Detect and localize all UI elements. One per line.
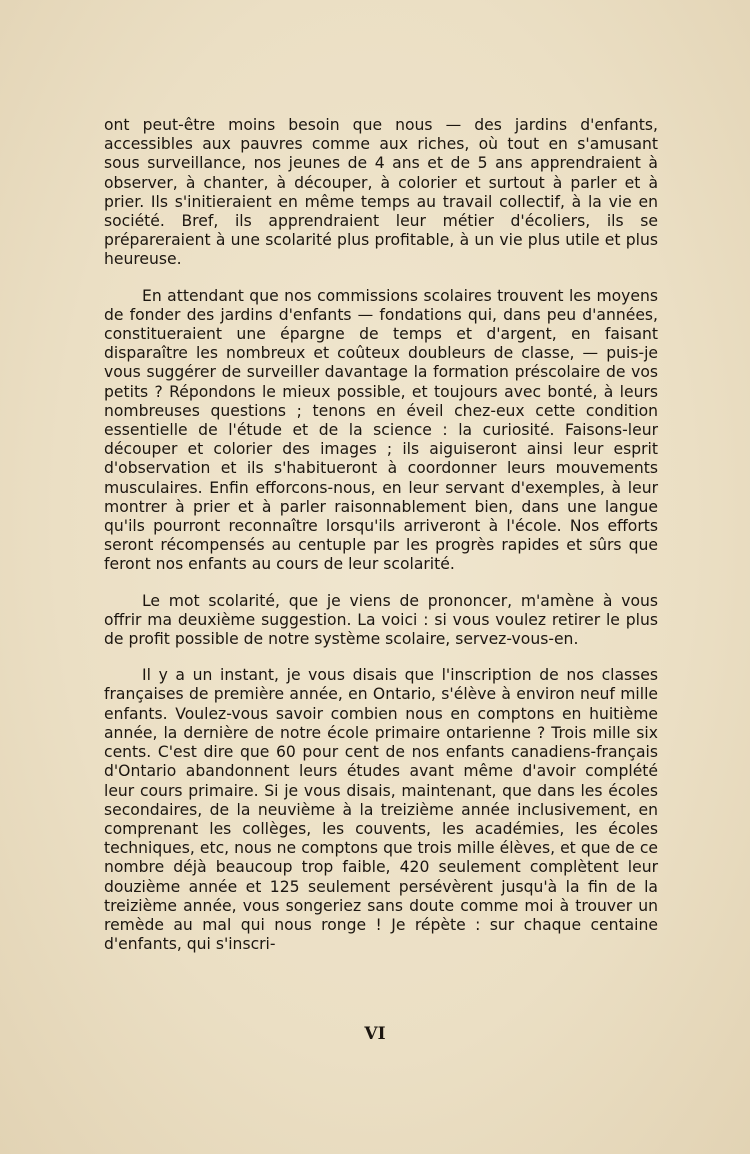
paragraph-jardins-enfants: En attendant que nos commissions scolaires trouvent les moyens de fonder des jardins d'enfants — fondations qui, dans peu d'années, constitueraient une épargne de temps et d'argent, en faisant disparaître les nombreux et coûteux doubleurs de classe, — puis-je vous suggérer de surveiller davantage la formation préscolaire de vos petits ? Répondons le mieux possible, et toujours avec bonté, à leurs nombreuses questions ; tenons en éveil chez-eux cette condition essentielle de l'étude et de la science : la curiosité. Faisons-leur découper et colorier des images ; ils aiguiseront ainsi leur esprit d'observation et ils s'habitueront à coordonner leurs mouvements musculaires. Enfin efforcons-nous, en leur servant d'exemples, à leur montrer à prier et à parler raisonnablement bien, dans une langue qu'ils pourront reconnaître lorsqu'ils arriveront à l'école. Nos efforts seront récompensés au centuple par les progrès rapides et sûrs que feront nos enfants au cours de leur scolarité. <box>104 286 658 574</box>
paragraph-scolarite: Le mot scolarité, que je viens de prononcer, m'amène à vous offrir ma deuxième suggestion. La voici : si vous voulez retirer le plus de profit possible de notre système scolaire, servez-vous-en. <box>104 591 658 649</box>
body-text <box>104 116 658 971</box>
paragraph-continued: ont peut-être moins besoin que nous — des jardins d'enfants, accessibles aux pauvres comme aux riches, où tout en s'amusant sous surveillance, nos jeunes de 4 ans et de 5 ans apprendraient à observer, à chanter, à découper, à colorier et surtout à parler et à prier. Ils s'initieraient en même temps au travail collectif, à la vie en société. Bref, ils apprendraient leur métier d'écoliers, ils se prépareraient à une scolarité plus profitable, à un vie plus utile et plus heureuse. <box>104 116 658 269</box>
paragraph-inscription: Il y a un instant, je vous disais que l'inscription de nos classes françaises de première année, en Ontario, s'élève à environ neuf mille enfants. Voulez-vous savoir combien nous en comptons en huitième année, la dernière de notre école primaire ontarienne ? Trois mille six cents. C'est dire que 60 pour cent de nos enfants canadiens-français d'Ontario abandonnent leurs études avant même d'avoir complété leur cours primaire. Si je vous disais, maintenant, que dans les écoles secondaires, de la neuvième à la treizième année inclusivement, en comprenant les collèges, les couvents, les académies, les écoles techniques, etc, nous ne comptons que trois mille élèves, et que de ce nombre déjà beaucoup trop faible, 420 seulement complètent leur douzième année et 125 seulement persévèrent jusqu'à la fin de la treizième année, vous songeriez sans doute comme moi à trouver un remède au mal qui nous ronge ! Je répète : sur chaque centaine d'enfants, qui s'inscri- <box>104 666 658 954</box>
page-number: VI <box>364 1024 386 1044</box>
